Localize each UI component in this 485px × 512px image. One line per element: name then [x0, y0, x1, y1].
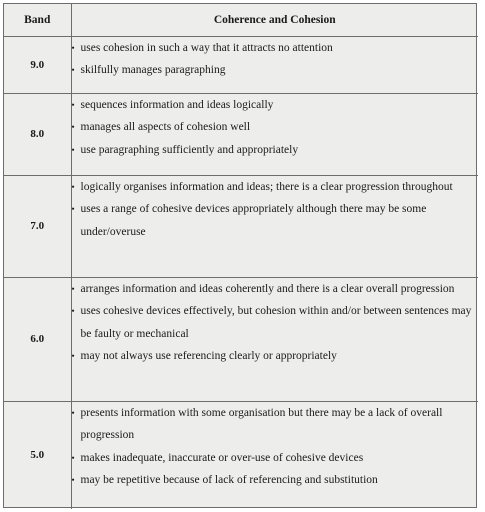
bullet-icon: • — [71, 204, 75, 214]
band-score: 9.0 — [4, 36, 71, 93]
bullet-icon: • — [71, 452, 75, 463]
descriptor-item — [72, 139, 479, 162]
descriptor-text: uses cohesive devices effectively, but cohesion within and/or between sentences may be faulty or mechanical — [80, 305, 472, 340]
bullet-icon: • — [71, 42, 75, 53]
criterion-column-header: Coherence and Cohesion — [71, 4, 478, 36]
band-row-6 — [4, 277, 478, 401]
descriptor-item — [72, 94, 479, 117]
descriptor-item — [72, 402, 479, 447]
descriptor-text: may not always use referencing clearly or appropriately — [80, 350, 337, 362]
descriptor-text: logically organises information and ideas; there is a clear progression throughout — [80, 180, 453, 193]
descriptor-item — [72, 345, 479, 368]
bullet-icon: • — [71, 351, 75, 361]
band-score: 7.0 — [4, 175, 71, 277]
band-row-5 — [4, 401, 478, 509]
descriptor-list — [72, 37, 479, 82]
descriptor-item — [72, 176, 479, 199]
band-descriptor-table-container — [3, 3, 477, 508]
band-row-8 — [4, 93, 478, 175]
descriptor-text: sequences information and ideas logically — [80, 98, 274, 111]
descriptor-item — [72, 300, 479, 345]
bullet-icon: • — [71, 65, 75, 75]
descriptor-item — [72, 278, 479, 301]
bullet-icon: • — [71, 99, 75, 110]
descriptor-item — [72, 469, 479, 492]
descriptor-text: presents information with some organisation but there may be a lack of overall progression — [80, 406, 443, 441]
bullet-icon: • — [71, 283, 75, 294]
descriptor-item — [72, 37, 479, 60]
descriptor-text: makes inadequate, inaccurate or over-use of cohesive devices — [80, 451, 364, 464]
band-score: 5.0 — [4, 401, 71, 509]
descriptor-list — [72, 402, 479, 492]
band-row-9 — [4, 36, 478, 93]
bullet-icon: • — [71, 306, 75, 316]
band-score: 6.0 — [4, 277, 71, 401]
descriptor-text: skilfully manages paragraphing — [80, 64, 226, 76]
descriptor-item — [72, 447, 479, 470]
descriptor-text: use paragraphing sufficiently and appropriately — [80, 143, 299, 156]
descriptor-item — [72, 116, 479, 139]
bullet-icon: • — [71, 407, 75, 418]
band-row-7 — [4, 175, 478, 277]
band-descriptor-table — [4, 4, 478, 509]
bullet-icon: • — [71, 475, 75, 485]
bullet-icon: • — [71, 144, 75, 155]
descriptor-list — [72, 278, 479, 368]
descriptor-text: uses a range of cohesive devices appropriately although there may be some under/overuse — [80, 203, 427, 238]
descriptor-cell — [71, 401, 478, 509]
descriptor-cell — [71, 175, 478, 277]
descriptor-text: arranges information and ideas coherently and there is a clear overall progression — [80, 282, 455, 295]
band-score: 8.0 — [4, 93, 71, 175]
descriptor-cell — [71, 36, 478, 93]
descriptor-text: uses cohesion in such a way that it attracts no attention — [80, 41, 333, 54]
band-column-header: Band — [4, 4, 71, 36]
descriptor-list — [72, 176, 479, 244]
descriptor-cell — [71, 277, 478, 401]
bullet-icon: • — [71, 181, 75, 192]
bullet-icon: • — [71, 122, 75, 132]
descriptor-item — [72, 198, 479, 243]
descriptor-list — [72, 94, 479, 162]
descriptor-item — [72, 59, 479, 82]
table-header-row — [4, 4, 478, 36]
descriptor-text: may be repetitive because of lack of referencing and substitution — [80, 474, 378, 486]
descriptor-cell — [71, 93, 478, 175]
descriptor-text: manages all aspects of cohesion well — [80, 121, 251, 133]
